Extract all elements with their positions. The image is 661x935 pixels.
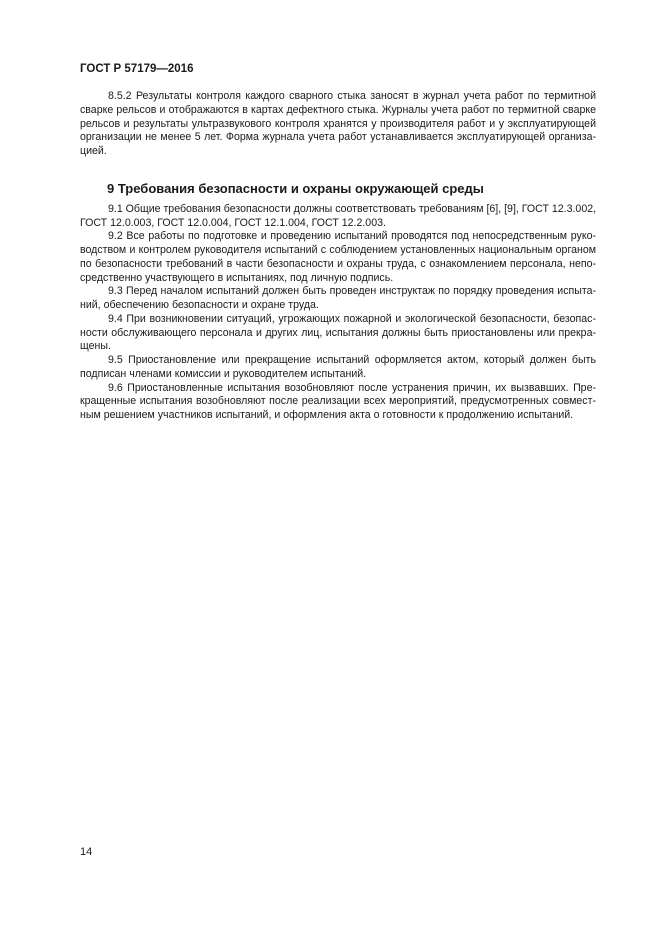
paragraph (80, 285, 596, 313)
text-line: рельсов и результаты ультразвукового контроля хранятся у производителя работ и у эксплуатирующей (80, 117, 596, 130)
text-line: 8.5.2 Результаты контроля каждого сварного стыка заносят в журнал учета работ по термитной (108, 90, 596, 102)
text-line: подписан членами комиссии и руководителем испытаний. (80, 367, 367, 380)
paragraph (80, 230, 596, 285)
text-line: ГОСТ 12.0.003, ГОСТ 12.0.004, ГОСТ 12.1.004, ГОСТ 12.2.003. (80, 216, 386, 229)
text-line: по безопасности требований в части безопасности и охраны труда, с ознакомлением персонала, непо- (80, 257, 596, 270)
text-line: средственно участвующего в испытаниях, под личную подпись. (80, 271, 394, 284)
text-line: сварке рельсов и отображаются в картах дефектного стыка. Журналы учета работ по термитной сварке (80, 103, 596, 116)
document-header: ГОСТ Р 57179—2016 (80, 63, 194, 75)
text-line: 9.1 Общие требования безопасности должны соответствовать требованиям [6], [9], ГОСТ 12.3.002, (108, 202, 596, 215)
section-9-clauses (80, 203, 596, 423)
text-line: организации не менее 5 лет. Форма журнала учета работ устанавливается эксплуатирующей организа- (80, 131, 596, 144)
text-line: цией. (80, 145, 107, 157)
text-line: ным решением участников испытаний, и оформления акта о готовности к продолжению испытаний. (80, 409, 574, 421)
text-line: 9.4 При возникновении ситуаций, угрожающих пожарной и экологической безопасности, безопас- (108, 312, 596, 325)
document-body (80, 90, 596, 423)
text-line: 9.3 Перед началом испытаний должен быть проведен инструктаж по порядку проведения испыта- (108, 285, 596, 298)
text-line: 9.6 Приостановленные испытания возобновляют после устранения причин, их вызвавших. Пре- (108, 381, 596, 394)
text-line: щены. (80, 340, 111, 353)
page-number: 14 (80, 846, 93, 858)
paragraph (80, 313, 596, 354)
clause-8-5-2 (80, 90, 596, 159)
text-line: 9.5 Приостановление или прекращение испытаний оформляется актом, который должен быть (108, 354, 596, 366)
text-line: ности обслуживающего персонала и других лиц, испытания должны быть приостановлены или прекра- (80, 326, 596, 339)
text-line: ний, обеспечению безопасности и охране труда. (80, 299, 319, 311)
text-line: водством и контролем руководителя испытаний с соблюдением установленных национальным органом (80, 244, 596, 256)
text-line: кращенные испытания возобновляют после реализации всех мероприятий, предусмотренных совмест- (80, 395, 596, 408)
paragraph (80, 354, 596, 382)
text-line: 9.2 Все работы по подготовке и проведению испытаний проводятся под непосредственным руко- (108, 230, 596, 243)
paragraph (80, 203, 596, 231)
paragraph (80, 382, 596, 423)
section-heading: 9 Требования безопасности и охраны окружающей среды (107, 180, 484, 196)
paragraph (80, 90, 596, 159)
